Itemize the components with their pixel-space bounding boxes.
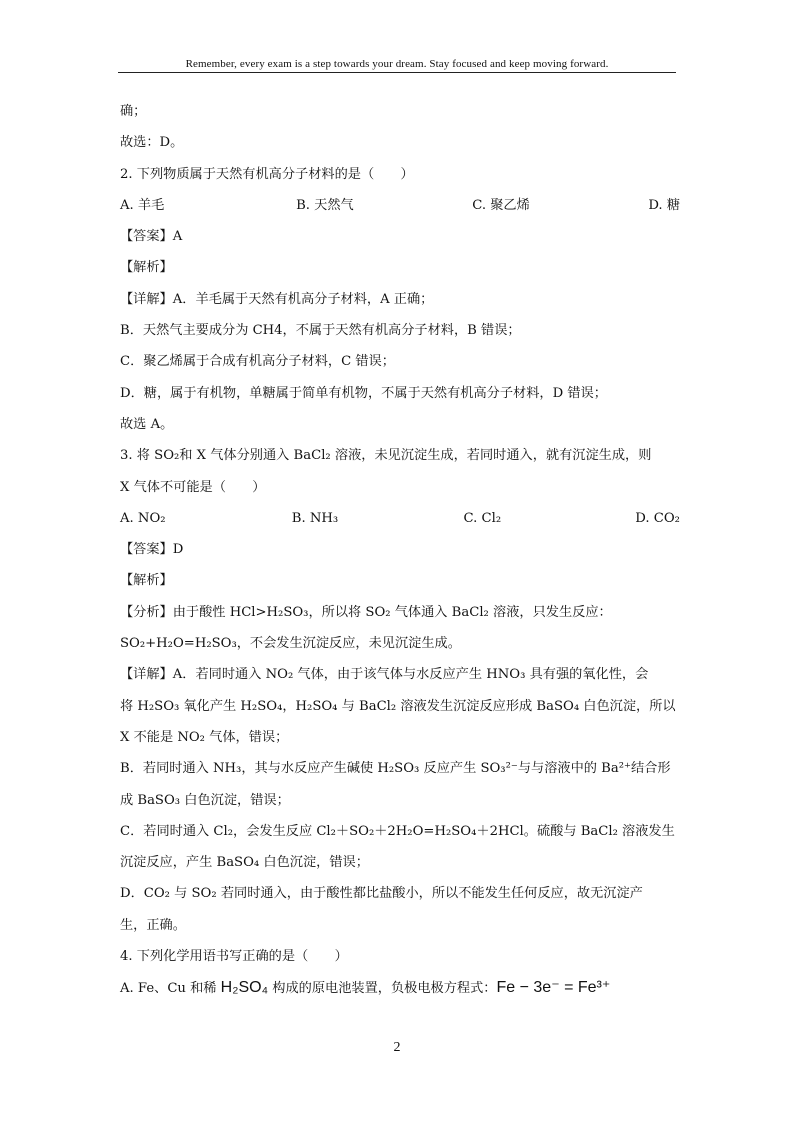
text-line: 故选 A。: [120, 416, 174, 432]
text-line: 【详解】A．羊毛属于天然有机高分子材料，A 正确；: [120, 291, 434, 307]
text-line: D．CO₂ 与 SO₂ 若同时通入，由于酸性都比盐酸小，所以不能发生任何反应，故无沉淀产: [120, 886, 643, 902]
option-b: B. 天然气: [296, 197, 354, 213]
acid-formula: H₂SO₄: [220, 979, 269, 997]
text-line: SO₂+H₂O=H₂SO₃，不会发生沉淀反应，未见沉淀生成。: [120, 636, 461, 652]
text-line: X 不能是 NO₂ 气体，错误；: [120, 729, 289, 745]
question-4-option-a: [120, 976, 680, 1007]
question-3-stem-cont: X 气体不可能是（ ）: [120, 479, 266, 495]
option-c: C. Cl₂: [463, 510, 502, 526]
option-a-middle: 构成的原电池装置，负极电极方程式：: [268, 981, 497, 997]
question-3-stem: 3. 将 SO₂和 X 气体分别通入 BaCl₂ 溶液，未见沉淀生成，若同时通入，就有沉淀生成，则: [120, 448, 652, 464]
option-a-prefix: A. Fe、Cu 和稀: [120, 981, 221, 997]
analysis-label: 【解析】: [120, 573, 173, 589]
text-line: B．天然气主要成分为 CH4，不属于天然有机高分子材料，B 错误；: [120, 323, 521, 339]
text-line: 沉淀反应，产生 BaSO₄ 白色沉淀，错误；: [120, 855, 369, 871]
option-a: A. NO₂: [120, 510, 166, 526]
text-line: C．若同时通入 Cl₂，会发生反应 Cl₂＋SO₂＋2H₂O=H₂SO₄＋2HCl。硫酸与 BaCl₂ 溶液发生: [120, 823, 675, 839]
text-line: C．聚乙烯属于合成有机高分子材料，C 错误；: [120, 354, 395, 370]
option-d: D. 糖: [648, 197, 681, 213]
text-line: 成 BaSO₃ 白色沉淀，错误；: [120, 792, 290, 808]
option-c: C. 聚乙烯: [472, 197, 530, 213]
header-divider: [118, 72, 676, 73]
text-line: 生，正确。: [120, 917, 186, 933]
text-line: 确；: [120, 104, 147, 119]
document-body: [120, 100, 680, 1008]
question-3-options: [120, 507, 680, 538]
question-4-stem: 4. 下列化学用语书写正确的是（ ）: [120, 949, 348, 965]
analysis-label: 【解析】: [120, 260, 173, 276]
text-line: 【详解】A．若同时通入 NO₂ 气体，由于该气体与水反应产生 HNO₃ 具有强的氧化性，会: [120, 667, 649, 683]
option-a: A. 羊毛: [120, 197, 165, 213]
text-line: 【分析】由于酸性 HCl>H₂SO₃，所以将 SO₂ 气体通入 BaCl₂ 溶液，只发生反应：: [120, 604, 612, 620]
text-line: 将 H₂SO₃ 氧化产生 H₂SO₄，H₂SO₄ 与 BaCl₂ 溶液发生沉淀反应形成 BaSO₄ 白色沉淀，所以: [120, 698, 676, 714]
answer-label: 【答案】D: [120, 542, 184, 558]
option-b: B. NH₃: [291, 510, 339, 526]
question-2-stem: 2. 下列物质属于天然有机高分子材料的是（ ）: [120, 166, 414, 182]
page-number: 2: [393, 1040, 401, 1055]
text-line: B．若同时通入 NH₃，其与水反应产生碱使 H₂SO₃ 反应产生 SO₃²⁻与与溶液中的 Ba²⁺结合形: [120, 761, 671, 777]
header-motto: Remember, every exam is a step towards your dream. Stay focused and keep moving forward.: [185, 58, 609, 70]
option-d: D. CO₂: [635, 510, 680, 526]
question-2-options: [120, 194, 680, 225]
text-line: D．糖，属于有机物，单糖属于简单有机物，不属于天然有机高分子材料，D 错误；: [120, 385, 607, 401]
text-line: 故选：D。: [120, 135, 184, 151]
electrode-equation: Fe − 3e⁻ = Fe³⁺: [496, 979, 611, 997]
answer-label: 【答案】A: [120, 229, 183, 245]
